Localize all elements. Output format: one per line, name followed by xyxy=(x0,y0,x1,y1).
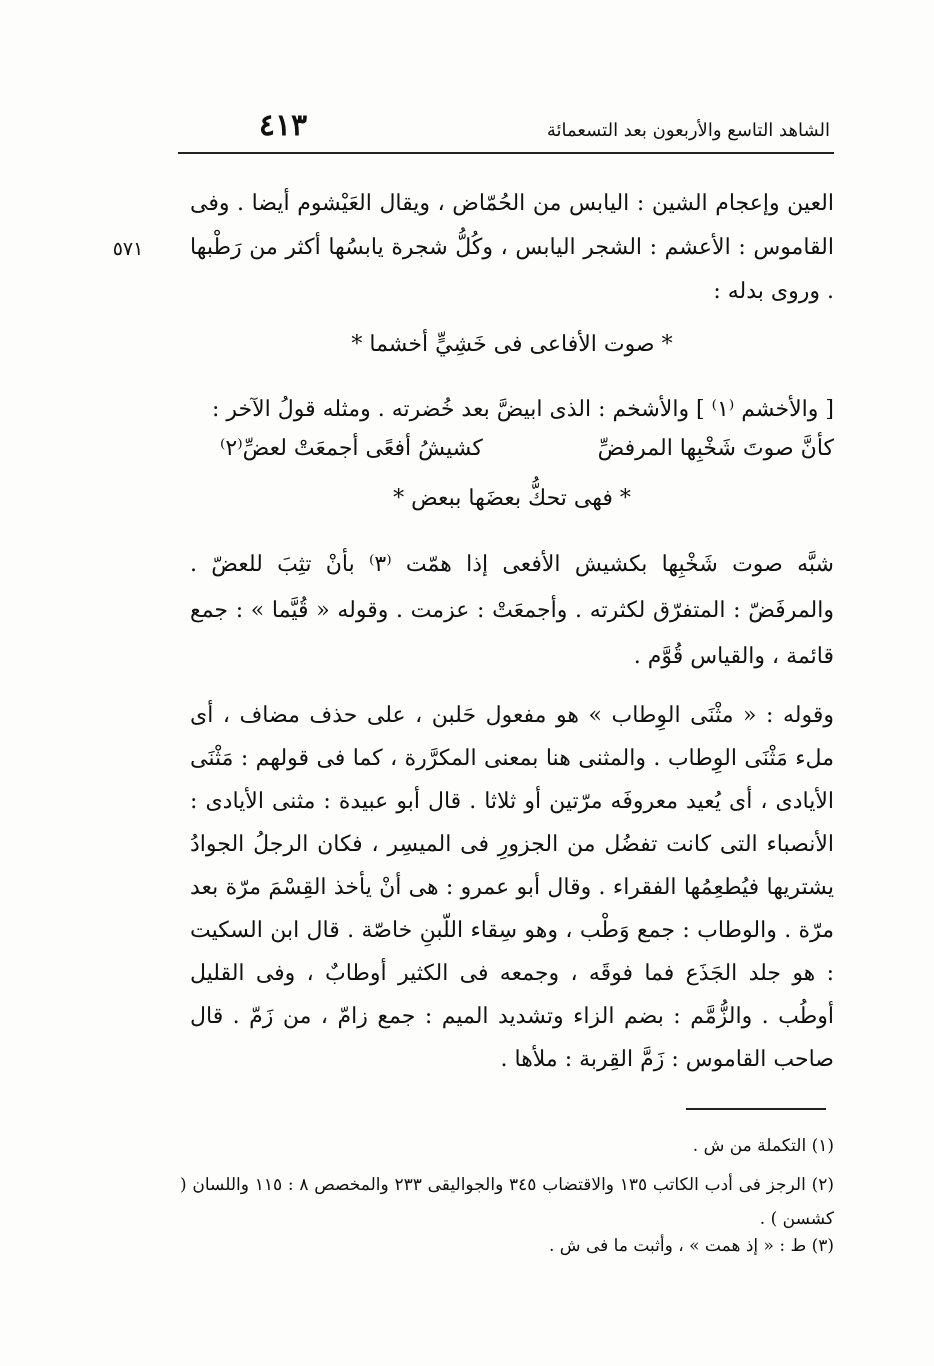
paragraph-4: وقوله : « مثْنَى الوِطاب » هو مفعول حَلبن ، على حذف مضاف ، أى ملء مَثْنَى الوِطاب . والمثنى هنا بمعنى المكرَّرة ، كما فى قولهم : مَثْنَى الأيادى ، أى يُعيد معروفَه مرّتين أو ثلاثا . قال أبو عبيدة : مثنى الأيادى : الأنصباء التى كانت تفضُل من الجزورِ فى الميسِر ، فكان الرجلُ الجوادُ يشتريها فيُطعِمُها الفقراء . وقال أبو عمرو : هى أنْ يأخذ القِسْمَ مرّة بعد مرّة . والوطاب : جمع وَطْب ، وهو سِقاء اللّبنِ خاصّة . قال ابن السكيت : هو جلد الجَذَع فما فوقَه ، وجمعه فى الكثير أوطابٌ ، وفى القليل أوطُب . والزُّمَّم : بضم الزاء وتشديد الميم : جمع زامّ ، من زَمّ . قال صاحب القاموس : زَمَّ القِربة : ملأها . xyxy=(190,703,834,1072)
paragraph-3: شبَّه صوت شَخْبِها بكشيش الأفعى إذا همّت ⁽٣⁾ بأنْ تثِبَ للعضّ . والمرفَضّ : المتفرّق لكثرته . وأجمعَتْ : عزمت . وقوله « قُيَّما » : جمع قائمة ، والقياس قُوَّم . xyxy=(190,552,834,669)
paragraph-1: العين وإعجام الشين : اليابس من الحُمّاض ، ويقال العَيْشوم أيضا . وفى القاموس : الأعشم : الشجر اليابس ، وكُلُّ شجرة يابسُها أكثر من رَطْبها . وروى بدله : xyxy=(190,191,834,304)
verse-line-1: * صوت الأفاعى فى خَشِيٍّ أخشما * xyxy=(351,332,673,357)
paragraph-2: [ والأخشم ⁽١⁾ ] والأشخم : الذى ابيضَّ بعد خُضرته . ومثله قولُ الآخر : xyxy=(211,397,834,422)
header-rule xyxy=(178,152,834,154)
verse-hemistich-left: كشيشُ أفعًى أجمعَتْ لعضِّ⁽٢⁾ xyxy=(220,436,483,461)
verse-hemistich-right: كأنَّ صوتَ شَخْبِها المرفضِّ xyxy=(597,436,834,461)
page-number: ٤١٣ xyxy=(258,108,308,143)
footnote-1: (١) التكملة من ش . xyxy=(692,1136,834,1156)
footnote-2: (٢) الرجز فى أدب الكاتب ١٣٥ والاقتضاب ٣٤٥ والجواليقى ٢٣٣ والمخصص ٨ : ١١٥ واللسان ( كشسن ) . xyxy=(180,1175,834,1229)
running-header-title: الشاهد التاسع والأربعون بعد التسعمائة xyxy=(546,120,830,141)
verse-line-3: * فهى تحكُّ بعضَها ببعض * xyxy=(393,486,631,511)
margin-reference-number: ٥٧١ xyxy=(112,238,144,260)
footnote-rule xyxy=(686,1108,826,1110)
footnote-3: (٣) ط : « إذ همت » ، وأثبت ما فى ش . xyxy=(548,1236,834,1256)
